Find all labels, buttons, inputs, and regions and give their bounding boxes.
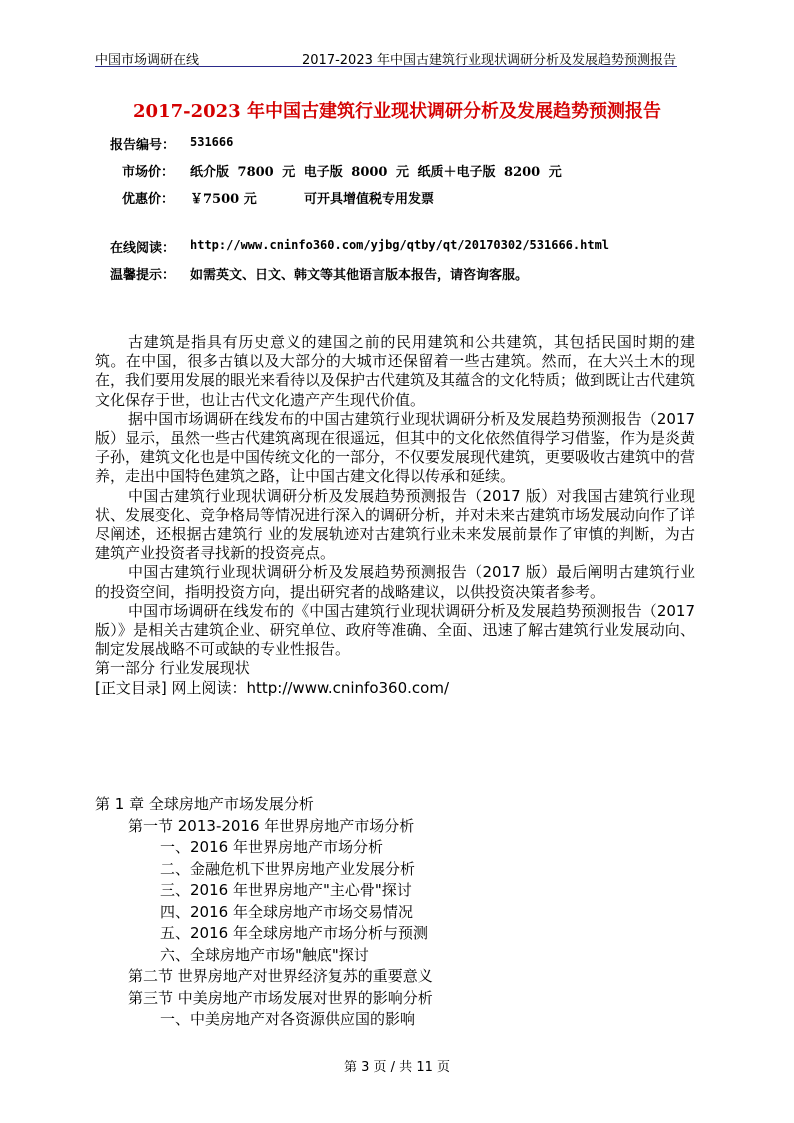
header-right: 2017-2023 年中国古建筑行业现状调研分析及发展趋势预测报告 (302, 53, 676, 68)
table-of-contents (95, 794, 695, 1031)
tip-text: 如需英文、日文、韩文等其他语言版本报告，请咨询客服。 (190, 268, 529, 283)
toc-item: 第二节 世界房地产对世界经济复苏的重要意义 (128, 967, 433, 985)
toc-item: 四、2016 年全球房地产市场交易情况 (160, 902, 413, 921)
report-no-value: 531666 (190, 135, 234, 149)
toc-item: 第 1 章 全球房地产市场发展分析 (95, 795, 314, 813)
toc-item: 二、金融危机下世界房地产业发展分析 (160, 859, 416, 878)
toc-item: 一、中美房地产对各资源供应国的影响 (160, 1010, 416, 1028)
header-left: 中国市场调研在线 (95, 53, 200, 68)
toc-item: 第一节 2013-2016 年世界房地产市场分析 (128, 816, 415, 835)
part-one-heading: 第一部分 行业发展现状 (95, 659, 250, 678)
report-summary (95, 333, 695, 698)
discount-label: 优惠价： (122, 192, 175, 207)
online-url-link[interactable]: http://www.cninfo360.com/yjbg/qtby/qt/20170302/531666.html (190, 238, 610, 252)
summary-paragraph-4: 中国古建筑行业现状调研分析及发展趋势预测报告（2017 版）最后阐明古建筑行业的投资空间，指明投资方向，提出研究者的战略建议，以供投资决策者参考。 (95, 563, 695, 601)
invoice-note: 可开具增值税专用发票 (304, 192, 435, 207)
report-title: 2017-2023 年中国古建筑行业现状调研分析及发展趋势预测报告 (133, 101, 661, 122)
summary-paragraph-3: 中国古建筑行业现状调研分析及发展趋势预测报告（2017 版）对我国古建筑行业现状、发展变化、竞争格局等情况进行深入的调研分析，并对未来古建筑市场发展动向作了详尽阐述，还根据古建筑行 业的发展轨迹对古建筑行业未来发展前景作了审慎的判断，为古建筑产业投资者寻找新的投资亮点。 (95, 486, 696, 563)
toc-item: 一、2016 年世界房地产市场分析 (160, 838, 383, 856)
toc-item: 第三节 中美房地产市场发展对世界的影响分析 (128, 988, 433, 1007)
summary-paragraph-1: 古建筑是指具有历史意义的建国之前的民用建筑和公共建筑，其包括民国时期的建筑。在中国，很多古镇以及大部分的大城市还保留着一些古建筑。然而，在大兴土木的现在，我们要用发展的眼光来看待以及保护古代建筑及其蕴含的文化特质；做到既让古代建筑文化保存于世，也让古代文化遗产产生现代价值。 (95, 333, 696, 409)
summary-paragraph-5: 中国市场调研在线发布的《中国古建筑行业现状调研分析及发展趋势预测报告（2017 版）》是相关古建筑企业、研究单位、政府等准确、全面、迅速了解古建筑行业发展动向、制定发展战略不可或缺的专业性报告。 (95, 601, 695, 659)
price-value: 纸介版 7800 元 电子版 8000 元 纸质＋电子版 8200 元 (190, 165, 562, 180)
toc-item: 三、2016 年世界房地产"主心骨"探讨 (160, 881, 412, 899)
tip-label: 温馨提示： (110, 268, 176, 283)
toc-item: 六、全球房地产市场"触底"探讨 (160, 945, 369, 964)
summary-paragraph-2: 据中国市场调研在线发布的中国古建筑行业现状调研分析及发展趋势预测报告（2017 版）显示，虽然一些古代建筑离现在很遥远，但其中的文化依然值得学习借鉴，作为是炎黄子孙，建筑文化也是中国传统文化的一部分，不仅要发展现代建筑，更要吸收古建筑中的营养，走出中国特色建筑之路，让中国古建文化得以传承和延续。 (95, 409, 696, 486)
price-label: 市场价： (122, 165, 175, 180)
page-number: 第 3 页 / 共 11 页 (344, 1060, 450, 1075)
online-label: 在线阅读： (110, 241, 176, 256)
header-rule (95, 66, 677, 67)
toc-online-link[interactable]: [正文目录] 网上阅读：http://www.cninfo360.com/ (95, 678, 449, 697)
discount-value: ￥7500 元 (190, 192, 257, 207)
report-no-label: 报告编号： (110, 138, 176, 153)
toc-item: 五、2016 年全球房地产市场分析与预测 (160, 924, 428, 942)
